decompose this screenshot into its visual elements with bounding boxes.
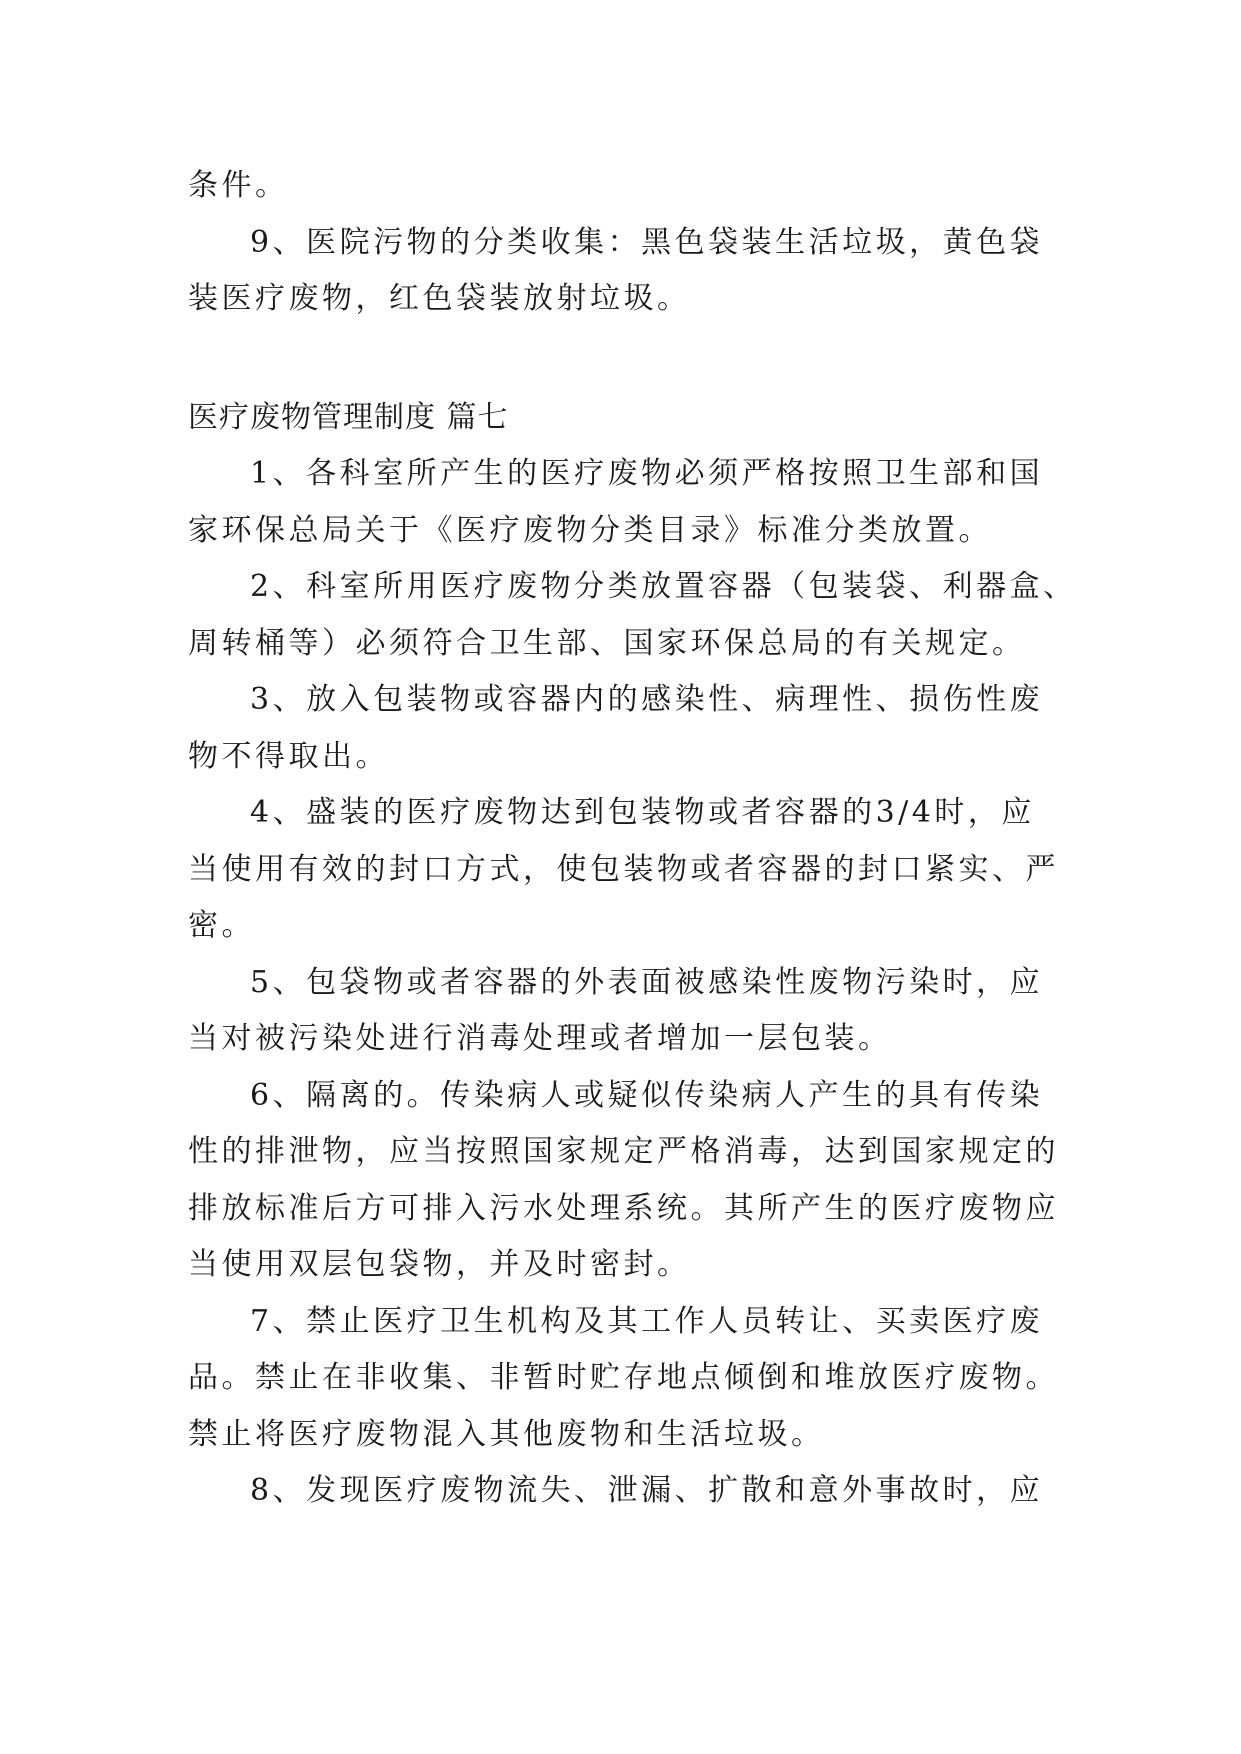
paragraph-line: 禁止将医疗废物混入其他废物和生活垃圾。 [188, 1416, 825, 1452]
paragraph-line: 周转桶等）必须符合卫生部、国家环保总局的有关规定。 [188, 625, 1026, 661]
paragraph-line: 当对被污染处进行消毒处理或者增加一层包装。 [188, 1021, 892, 1056]
paragraph-line: 6、隔离的。传染病人或疑似传染病人产生的具有传染 [250, 1077, 1044, 1113]
paragraph-line: 条件。 [188, 168, 289, 203]
section-title: 医疗废物管理制度 篇七 [188, 399, 509, 435]
paragraph-item-8 [188, 1463, 1058, 1520]
document-body [188, 158, 1077, 1520]
paragraph-line: 8、发现医疗废物流失、泄漏、扩散和意外事故时，应 [250, 1473, 1044, 1508]
paragraph-item-4 [188, 785, 1058, 955]
paragraph-line: 1、各科室所产生的医疗废物必须严格按照卫生部和国 [250, 456, 1044, 491]
section-spacer [188, 328, 1058, 390]
paragraph-item-6 [188, 1068, 1058, 1294]
paragraph-line: 物不得取出。 [188, 738, 389, 774]
paragraph-item-2 [188, 559, 1077, 672]
paragraph-item-1 [188, 446, 1058, 559]
paragraph-line: 装医疗废物，红色袋装放射垃圾。 [188, 281, 691, 316]
paragraph-line: 当使用双层包袋物，并及时密封。 [188, 1247, 691, 1282]
paragraph-line: 排放标准后方可排入污水处理系统。其所产生的医疗废物应 [188, 1190, 1059, 1226]
paragraph-item-3 [188, 672, 1058, 785]
paragraph-item-5 [188, 955, 1058, 1068]
paragraph-line: 9、医院污物的分类收集：黑色袋装生活垃圾，黄色袋 [250, 224, 1044, 260]
paragraph-line: 2、科室所用医疗废物分类放置容器（包装袋、利器盒、 [250, 569, 1077, 604]
paragraph-line: 3、放入包装物或容器内的感染性、病理性、损伤性废 [250, 682, 1044, 717]
paragraph-line: 5、包袋物或者容器的外表面被感染性废物污染时，应 [250, 964, 1044, 1000]
paragraph-item-9 [188, 215, 1058, 328]
paragraph-line: 密。 [188, 908, 255, 943]
paragraph-line: 当使用有效的封口方式，使包装物或者容器的封口紧实、严 [188, 851, 1059, 887]
paragraph-line: 7、禁止医疗卫生机构及其工作人员转让、买卖医疗废 [250, 1303, 1044, 1339]
paragraph-line: 性的排泄物，应当按照国家规定严格消毒，达到国家规定的 [188, 1134, 1059, 1169]
paragraph-line: 4、盛装的医疗废物达到包装物或者容器的3/4时，应 [250, 795, 1035, 830]
paragraph-item-7 [188, 1294, 1058, 1464]
paragraph-line: 品。禁止在非收集、非暂时贮存地点倾倒和堆放医疗废物。 [188, 1360, 1059, 1395]
paragraph-line: 家环保总局关于《医疗废物分类目录》标准分类放置。 [188, 512, 992, 548]
